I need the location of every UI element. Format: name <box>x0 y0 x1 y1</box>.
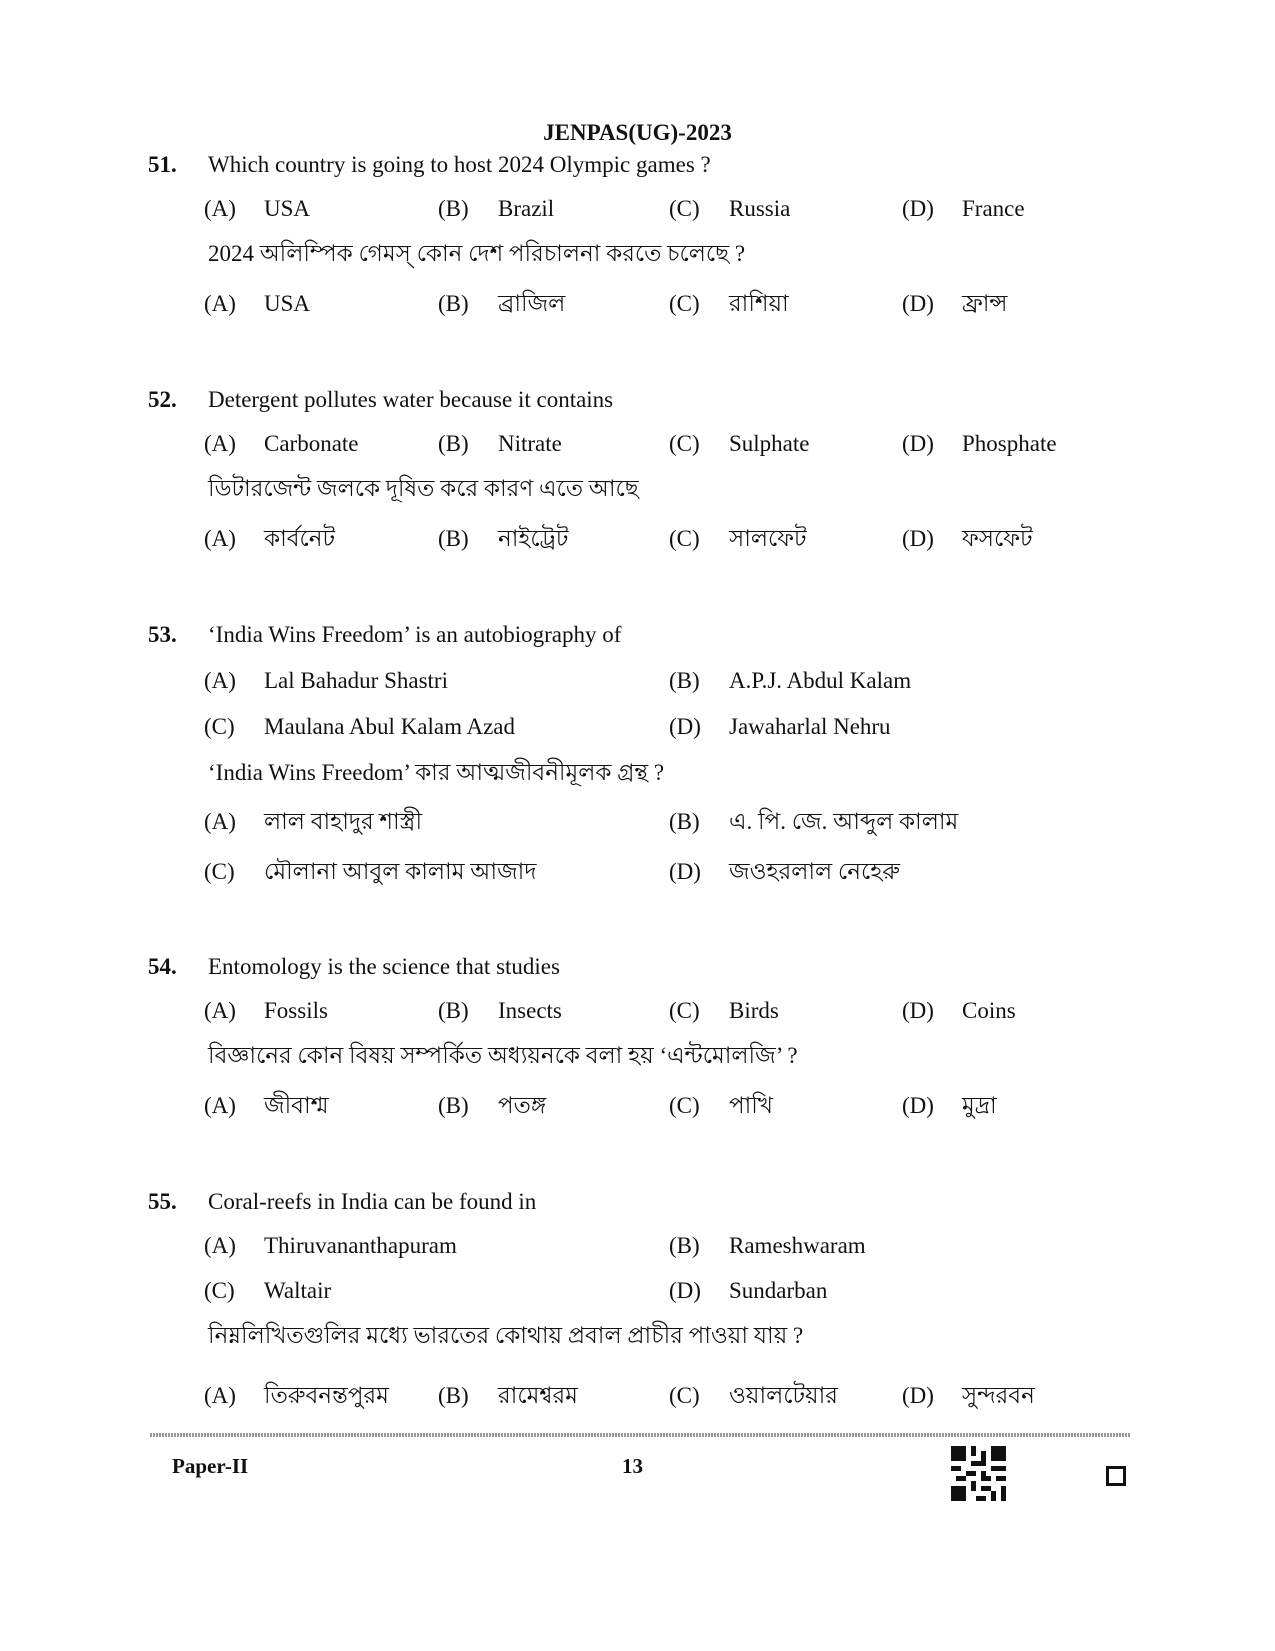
option-c-bn: (C) পাখি <box>669 1093 773 1118</box>
option-c-en: (C) Russia <box>669 196 791 221</box>
option-d-en: (D) Sundarban <box>669 1278 828 1303</box>
question-text-bn: ডিটারজেন্ট জলকে দূষিত করে কারণ এতে আছে <box>208 476 639 501</box>
option-b-bn: (B) পতঙ্গ <box>438 1093 547 1118</box>
option-d-en: (D) France <box>902 196 1025 221</box>
question-number: 51. <box>148 152 177 177</box>
option-c-en: (C) Waltair <box>204 1278 332 1303</box>
question-number: 55. <box>148 1189 177 1214</box>
page-title: JENPAS(UG)-2023 <box>543 120 732 145</box>
question-number: 53. <box>148 622 177 647</box>
question-text-en: Entomology is the science that studies <box>208 954 560 979</box>
option-a-en: (A) Carbonate <box>204 431 359 456</box>
question-text-bn: বিজ্ঞানের কোন বিষয় সম্পর্কিত অধ্যয়নকে বলা হয় ‘এন্টমোলজি’ ? <box>208 1043 798 1068</box>
option-c-bn: (C) রাশিয়া <box>669 291 789 316</box>
question-text-en: Detergent pollutes water because it contains <box>208 387 614 412</box>
option-b-en: (B) Rameshwaram <box>669 1233 866 1258</box>
option-a-en: (A) Fossils <box>204 998 328 1023</box>
option-a-en: (A) USA <box>204 196 311 221</box>
confidential-line <box>150 1433 1130 1437</box>
option-c-bn: (C) সালফেট <box>669 526 807 551</box>
option-a-bn: (A) জীবাশ্ম <box>204 1093 329 1118</box>
option-d-bn: (D) ফসফেট <box>902 526 1033 551</box>
option-b-en: (B) Brazil <box>438 196 555 221</box>
square-marker-icon <box>1106 1466 1126 1486</box>
option-d-en: (D) Phosphate <box>902 431 1057 456</box>
question-text-en: ‘India Wins Freedom’ is an autobiography of <box>208 622 622 647</box>
option-b-bn: (B) রামেশ্বরম <box>438 1383 578 1408</box>
option-d-bn: (D) ফ্রান্স <box>902 291 1008 316</box>
question-text-bn: ‘India Wins Freedom’ কার আত্মজীবনীমূলক গ্রন্থ ? <box>208 760 665 785</box>
option-d-bn: (D) মুদ্রা <box>902 1093 997 1118</box>
question-number: 54. <box>148 954 177 979</box>
option-c-bn: (C) মৌলানা আবুল কালাম আজাদ <box>204 859 537 884</box>
question-text-en: Which country is going to host 2024 Olympic games ? <box>208 152 711 177</box>
option-b-bn: (B) নাইট্রেট <box>438 526 569 551</box>
option-c-en: (C) Maulana Abul Kalam Azad <box>204 714 516 739</box>
question-number: 52. <box>148 387 177 412</box>
question-text-en: Coral-reefs in India can be found in <box>208 1189 537 1214</box>
option-c-bn: (C) ওয়ালটেয়ার <box>669 1383 838 1408</box>
question-text-bn: নিম্নলিখিতগুলির মধ্যে ভারতের কোথায় প্রবাল প্রাচীর পাওয়া যায় ? <box>208 1323 804 1348</box>
option-d-en: (D) Jawaharlal Nehru <box>669 714 891 739</box>
option-a-bn: (A) লাল বাহাদুর শাস্ত্রী <box>204 809 423 834</box>
page-number: 13 <box>622 1454 643 1478</box>
option-a-en: (A) Lal Bahadur Shastri <box>204 668 448 693</box>
option-b-en: (B) Nitrate <box>438 431 562 456</box>
paper-label: Paper-II <box>172 1454 249 1478</box>
option-a-bn: (A) কার্বনেট <box>204 526 336 551</box>
option-b-bn: (B) এ. পি. জে. আব্দুল কালাম <box>669 809 959 834</box>
option-b-en: (B) A.P.J. Abdul Kalam <box>669 668 912 693</box>
option-d-bn: (D) জওহরলাল নেহেরু <box>669 859 900 884</box>
option-b-bn: (B) ব্রাজিল <box>438 291 566 316</box>
option-a-bn: (A) USA <box>204 291 311 316</box>
option-b-en: (B) Insects <box>438 998 562 1023</box>
option-a-bn: (A) তিরুবনন্তপুরম <box>204 1383 389 1408</box>
option-d-en: (D) Coins <box>902 998 1016 1023</box>
option-c-en: (C) Birds <box>669 998 779 1023</box>
option-a-en: (A) Thiruvananthapuram <box>204 1233 457 1258</box>
question-text-bn: 2024 অলিম্পিক গেমস্ কোন দেশ পরিচালনা করতে চলেছে ? <box>208 241 746 266</box>
option-c-en: (C) Sulphate <box>669 431 810 456</box>
option-d-bn: (D) সুন্দরবন <box>902 1383 1035 1408</box>
qr-code-icon <box>951 1446 1006 1501</box>
